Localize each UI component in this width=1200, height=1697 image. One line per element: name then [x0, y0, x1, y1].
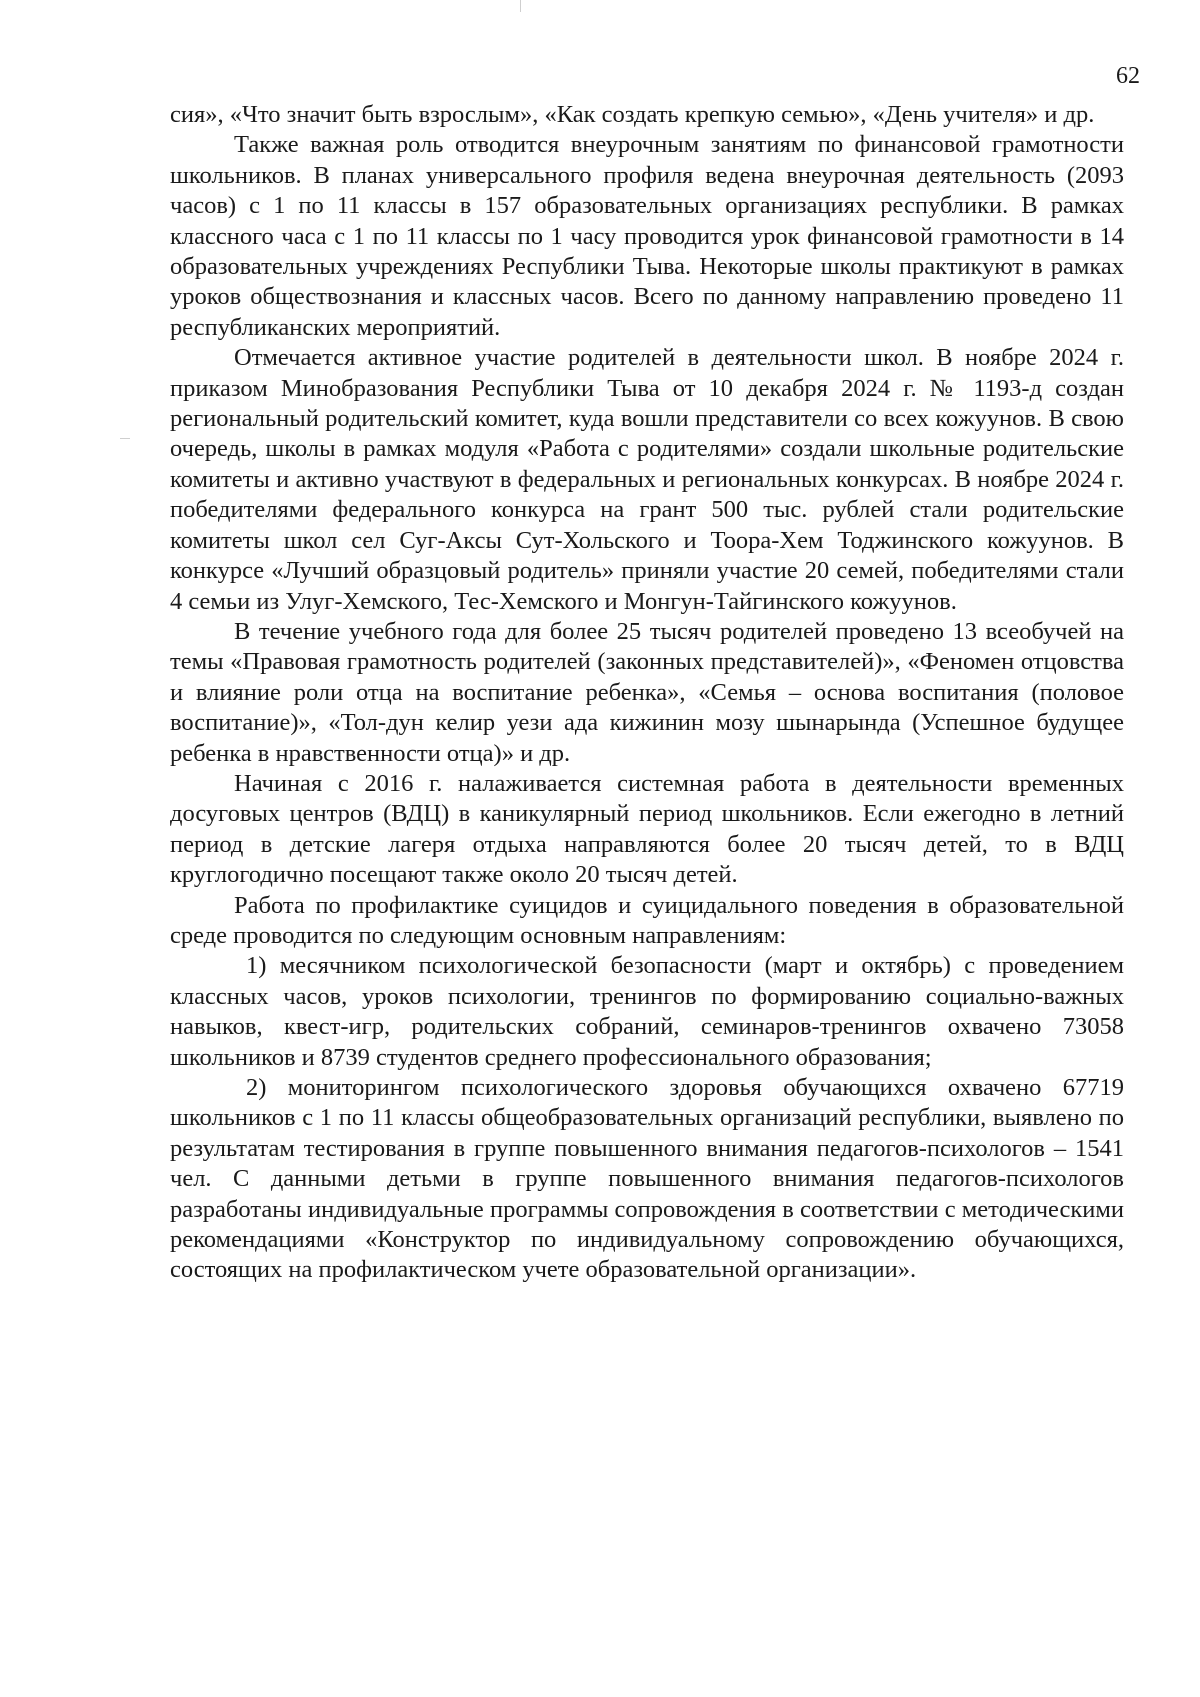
paragraph-parents-participation: Отмечается активное участие родителей в деятельности школ. В ноябре 2024 г. приказом Минобразования Республики Тыва от 10 декабря 2024 г. № 1193-д создан региональный родительский комитет, куда вошли представители со всех кожуунов. В свою очередь, школы в рамках модуля «Работа с родителями» создали школьные родительские комитеты и активно участвуют в федеральных и региональных конкурсах. В ноябре 2024 г. победителями федерального конкурса на грант 500 тыс. рублей стали родительские комитеты школ сел Суг-Аксы Сут-Хольского и Тоора-Хем Тоджинского кожуунов. В конкурсе «Лучший образцовый родитель» приняли участие 20 семей, победителями стали 4 семьи из Улуг-Хемского, Тес-Хемского и Монгун-Тайгинского кожуунов. [170, 344, 1124, 615]
scan-mark [520, 0, 521, 12]
page-number: 62 [1116, 63, 1140, 89]
document-body [170, 100, 1124, 1286]
paragraph-parent-education: В течение учебного года для более 25 тысяч родителей проведено 13 всеобучей на темы «Правовая грамотность родителей (законных представителей)», «Феномен отцовства и влияние роли отца на воспитание ребенка», «Семья – основа воспитания (половое воспитание)», «Тол-дун келир уези ада кижинин мозу шынарында (Успешное будущее ребенка в нравственности отца)» и др. [170, 617, 1124, 767]
list-item-psych-monitoring: 2) мониторингом психологического здоровья обучающихся охвачено 67719 школьников с 1 по 11 классы общеобразовательных организаций республики, выявлено по результатам тестирования в группе повышенного внимания педагогов-психологов – 1541 чел. С данными детьми в группе повышенного внимания педагогов-психологов разработаны индивидуальные программы сопровождения в соответствии с методическими рекомендациями «Конструктор по индивидуальному сопровождению обучающихся, состоящих на профилактическом учете образовательной организации». [170, 1074, 1124, 1284]
paragraph-continuation: сия», «Что значит быть взрослым», «Как создать крепкую семью», «День учителя» и др. [170, 101, 1095, 128]
paragraph-suicide-prevention: Работа по профилактике суицидов и суицидального поведения в образовательной среде проводится по следующим основным направлениям: [170, 891, 1124, 949]
scan-mark [120, 438, 130, 439]
paragraph-leisure-centers: Начиная с 2016 г. налаживается системная работа в деятельности временных досуговых центров (ВДЦ) в каникулярный период школьников. Если ежегодно в летний период в детские лагеря отдыха направляются более 20 тысяч детей, то в ВДЦ круглогодично посещают также около 20 тысяч детей. [170, 769, 1124, 889]
list-item-psych-safety-month: 1) месячником психологической безопасности (март и октябрь) с проведением классных часов, уроков психологии, тренингов по формированию социально-важных навыков, квест-игр, родительских собраний, семинаров-тренингов охвачено 73058 школьников и 8739 студентов среднего профессионального образования; [170, 952, 1124, 1071]
paragraph-financial-literacy: Также важная роль отводится внеурочным занятиям по финансовой грамотности школьников. В планах универсального профиля ведена внеурочная деятельность (2093 часов) с 1 по 11 классы в 157 образовательных организациях республики. В рамках классного часа с 1 по 11 классы по 1 часу проводится урок финансовой грамотности в 14 образовательных учреждениях Республики Тыва. Некоторые школы практикуют в рамках уроков обществознания и классных часов. Всего по данному направлению проведено 11 республиканских мероприятий. [170, 131, 1124, 341]
